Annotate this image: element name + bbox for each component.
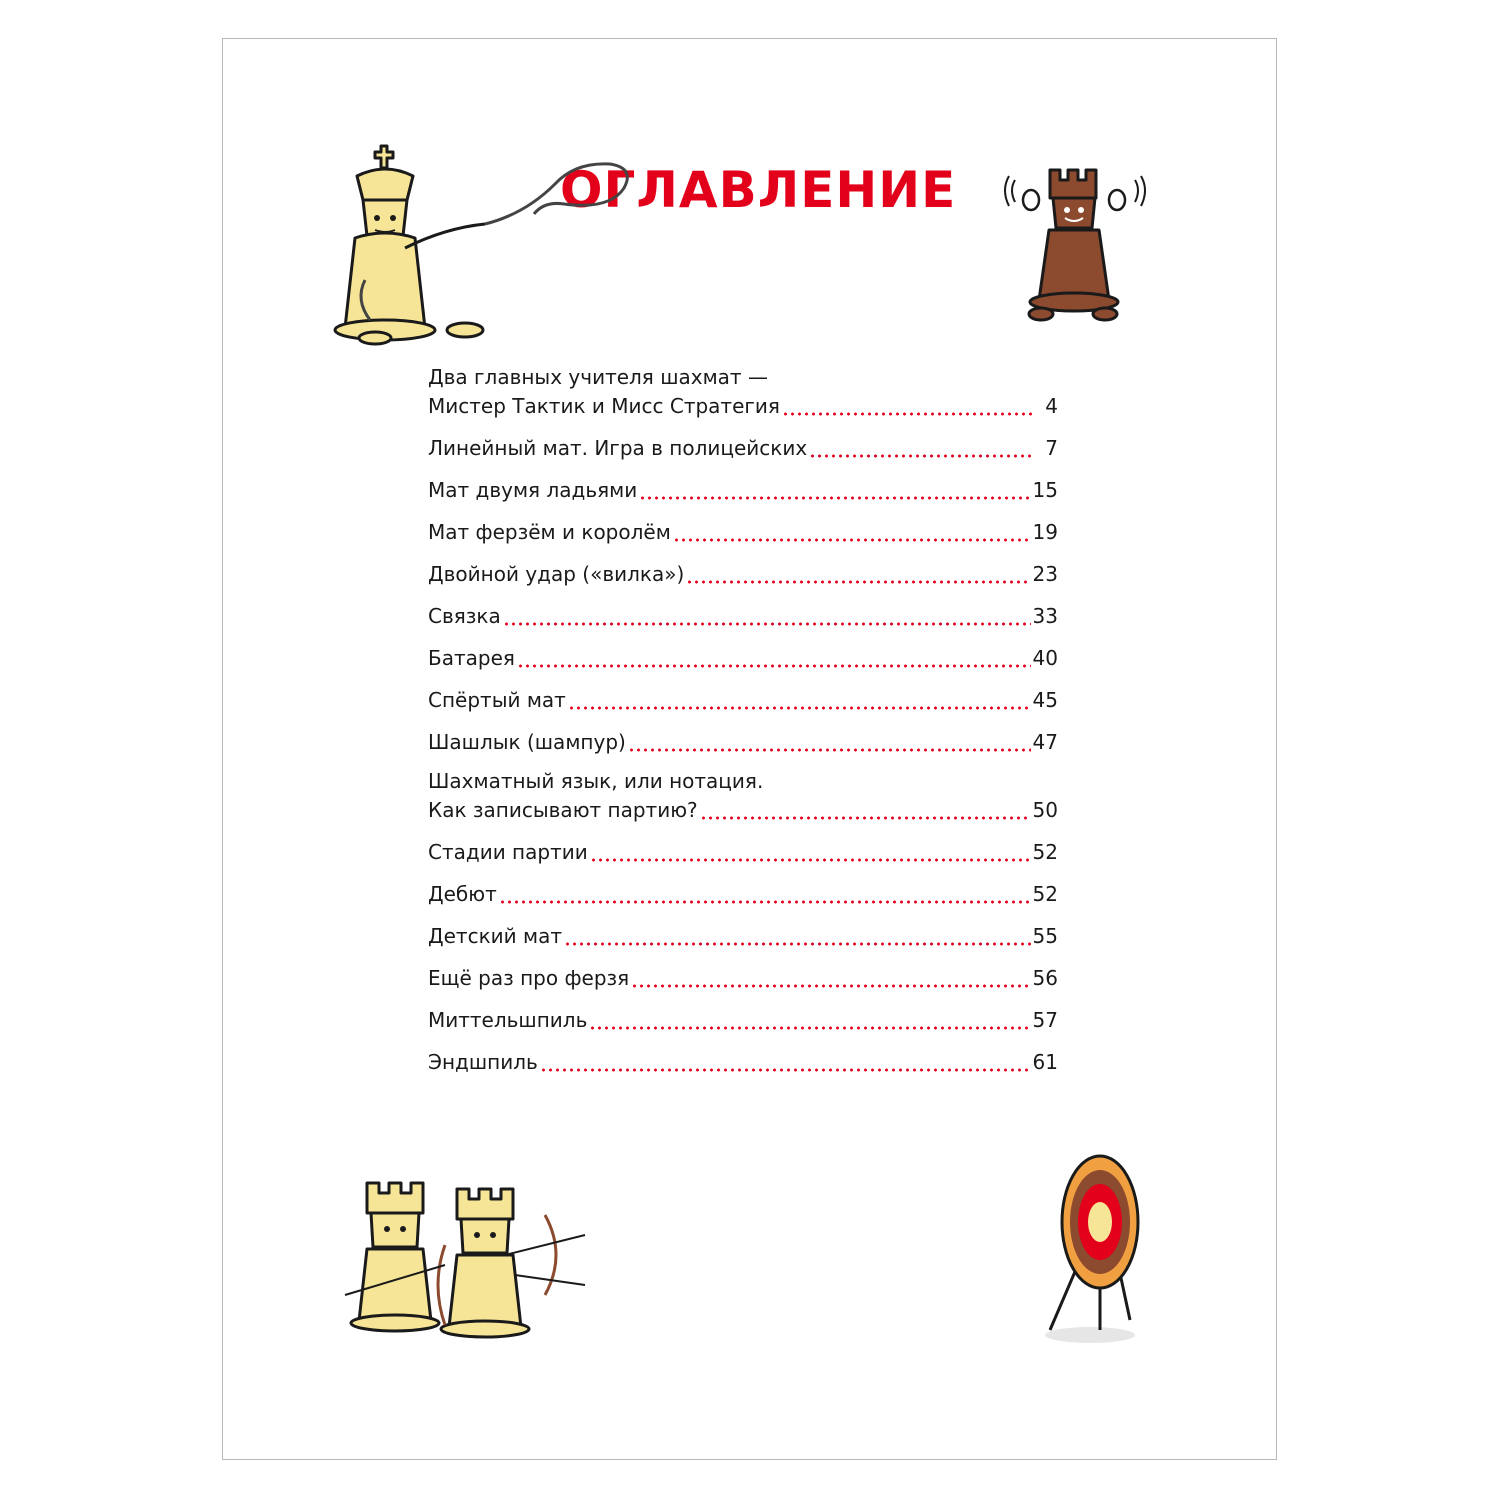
toc-entry[interactable] [428, 726, 1058, 755]
dot-leader [503, 622, 1031, 626]
dot-leader [564, 942, 1031, 946]
dot-leader [700, 816, 1031, 820]
dot-leader [686, 580, 1030, 584]
archery-target-icon [1030, 1150, 1150, 1350]
toc-entry[interactable] [428, 432, 1058, 461]
toc-entry[interactable] [428, 364, 1058, 419]
toc-page-number: 19 [1032, 520, 1058, 544]
toc-entry[interactable] [428, 642, 1058, 671]
toc-page-number: 47 [1032, 730, 1058, 754]
toc-page-number: 45 [1032, 688, 1058, 712]
toc-entry-title: Дебют [428, 882, 497, 906]
dot-leader [517, 664, 1031, 668]
toc-page-number: 40 [1032, 646, 1058, 670]
toc-entry[interactable] [428, 558, 1058, 587]
toc-entry-title: Батарея [428, 646, 515, 670]
toc-page-number: 33 [1032, 604, 1058, 628]
toc-entry[interactable] [428, 1046, 1058, 1075]
toc-page-number: 7 [1045, 436, 1058, 460]
toc-entry[interactable] [428, 600, 1058, 629]
dot-leader [628, 748, 1031, 752]
toc-entry-title: Мат двумя ладьями [428, 478, 638, 502]
toc-entry-title: Связка [428, 604, 501, 628]
toc-page-number: 50 [1032, 798, 1058, 822]
toc-entry-title: Двойной удар («вилка») [428, 562, 685, 586]
rook-archers-icon [345, 1175, 595, 1345]
page-title: ОГЛАВЛЕНИЕ [560, 161, 957, 219]
toc-entry[interactable] [428, 962, 1058, 991]
toc-entry[interactable] [428, 768, 1058, 823]
toc-entry-title: Как записывают партию? [428, 798, 698, 822]
table-of-contents [428, 364, 1058, 1088]
toc-entry-title: Мат ферзём и королём [428, 520, 671, 544]
toc-entry-title: Шашлык (шампур) [428, 730, 626, 754]
toc-entry[interactable] [428, 920, 1058, 949]
dot-leader [673, 538, 1031, 542]
toc-entry-title: Ещё раз про ферзя [428, 966, 630, 990]
toc-page-number: 57 [1032, 1008, 1058, 1032]
toc-entry-title: Два главных учителя шахмат — [428, 365, 768, 389]
toc-entry[interactable] [428, 684, 1058, 713]
dot-leader [590, 858, 1031, 862]
dot-leader [568, 706, 1031, 710]
toc-entry[interactable] [428, 516, 1058, 545]
toc-page-number: 23 [1032, 562, 1058, 586]
toc-entry-title: Мистер Тактик и Мисс Стратегия [428, 394, 780, 418]
toc-entry-title: Линейный мат. Игра в полицейских [428, 436, 808, 460]
dot-leader [589, 1026, 1030, 1030]
toc-page-number: 4 [1045, 394, 1058, 418]
toc-entry[interactable] [428, 836, 1058, 865]
dot-leader [499, 900, 1031, 904]
king-with-lasso-icon [335, 140, 635, 345]
toc-entry[interactable] [428, 878, 1058, 907]
toc-page-number: 61 [1032, 1050, 1058, 1074]
dot-leader [639, 496, 1030, 500]
toc-entry[interactable] [428, 474, 1058, 503]
toc-page-number: 52 [1032, 840, 1058, 864]
dancing-rook-icon [1005, 160, 1155, 325]
dot-leader [540, 1068, 1031, 1072]
toc-entry-title: Детский мат [428, 924, 563, 948]
dot-leader [631, 984, 1030, 988]
toc-entry-title: Шахматный язык, или нотация. [428, 769, 764, 793]
toc-entry-title: Стадии партии [428, 840, 588, 864]
toc-entry-title: Эндшпиль [428, 1050, 538, 1074]
dot-leader [809, 454, 1034, 458]
toc-entry-title: Спёртый мат [428, 688, 566, 712]
toc-page-number: 52 [1032, 882, 1058, 906]
toc-entry[interactable] [428, 1004, 1058, 1033]
toc-page-number: 15 [1032, 478, 1058, 502]
dot-leader [782, 412, 1034, 416]
toc-page-number: 56 [1032, 966, 1058, 990]
toc-entry-title: Миттельшпиль [428, 1008, 588, 1032]
toc-page-number: 55 [1032, 924, 1058, 948]
